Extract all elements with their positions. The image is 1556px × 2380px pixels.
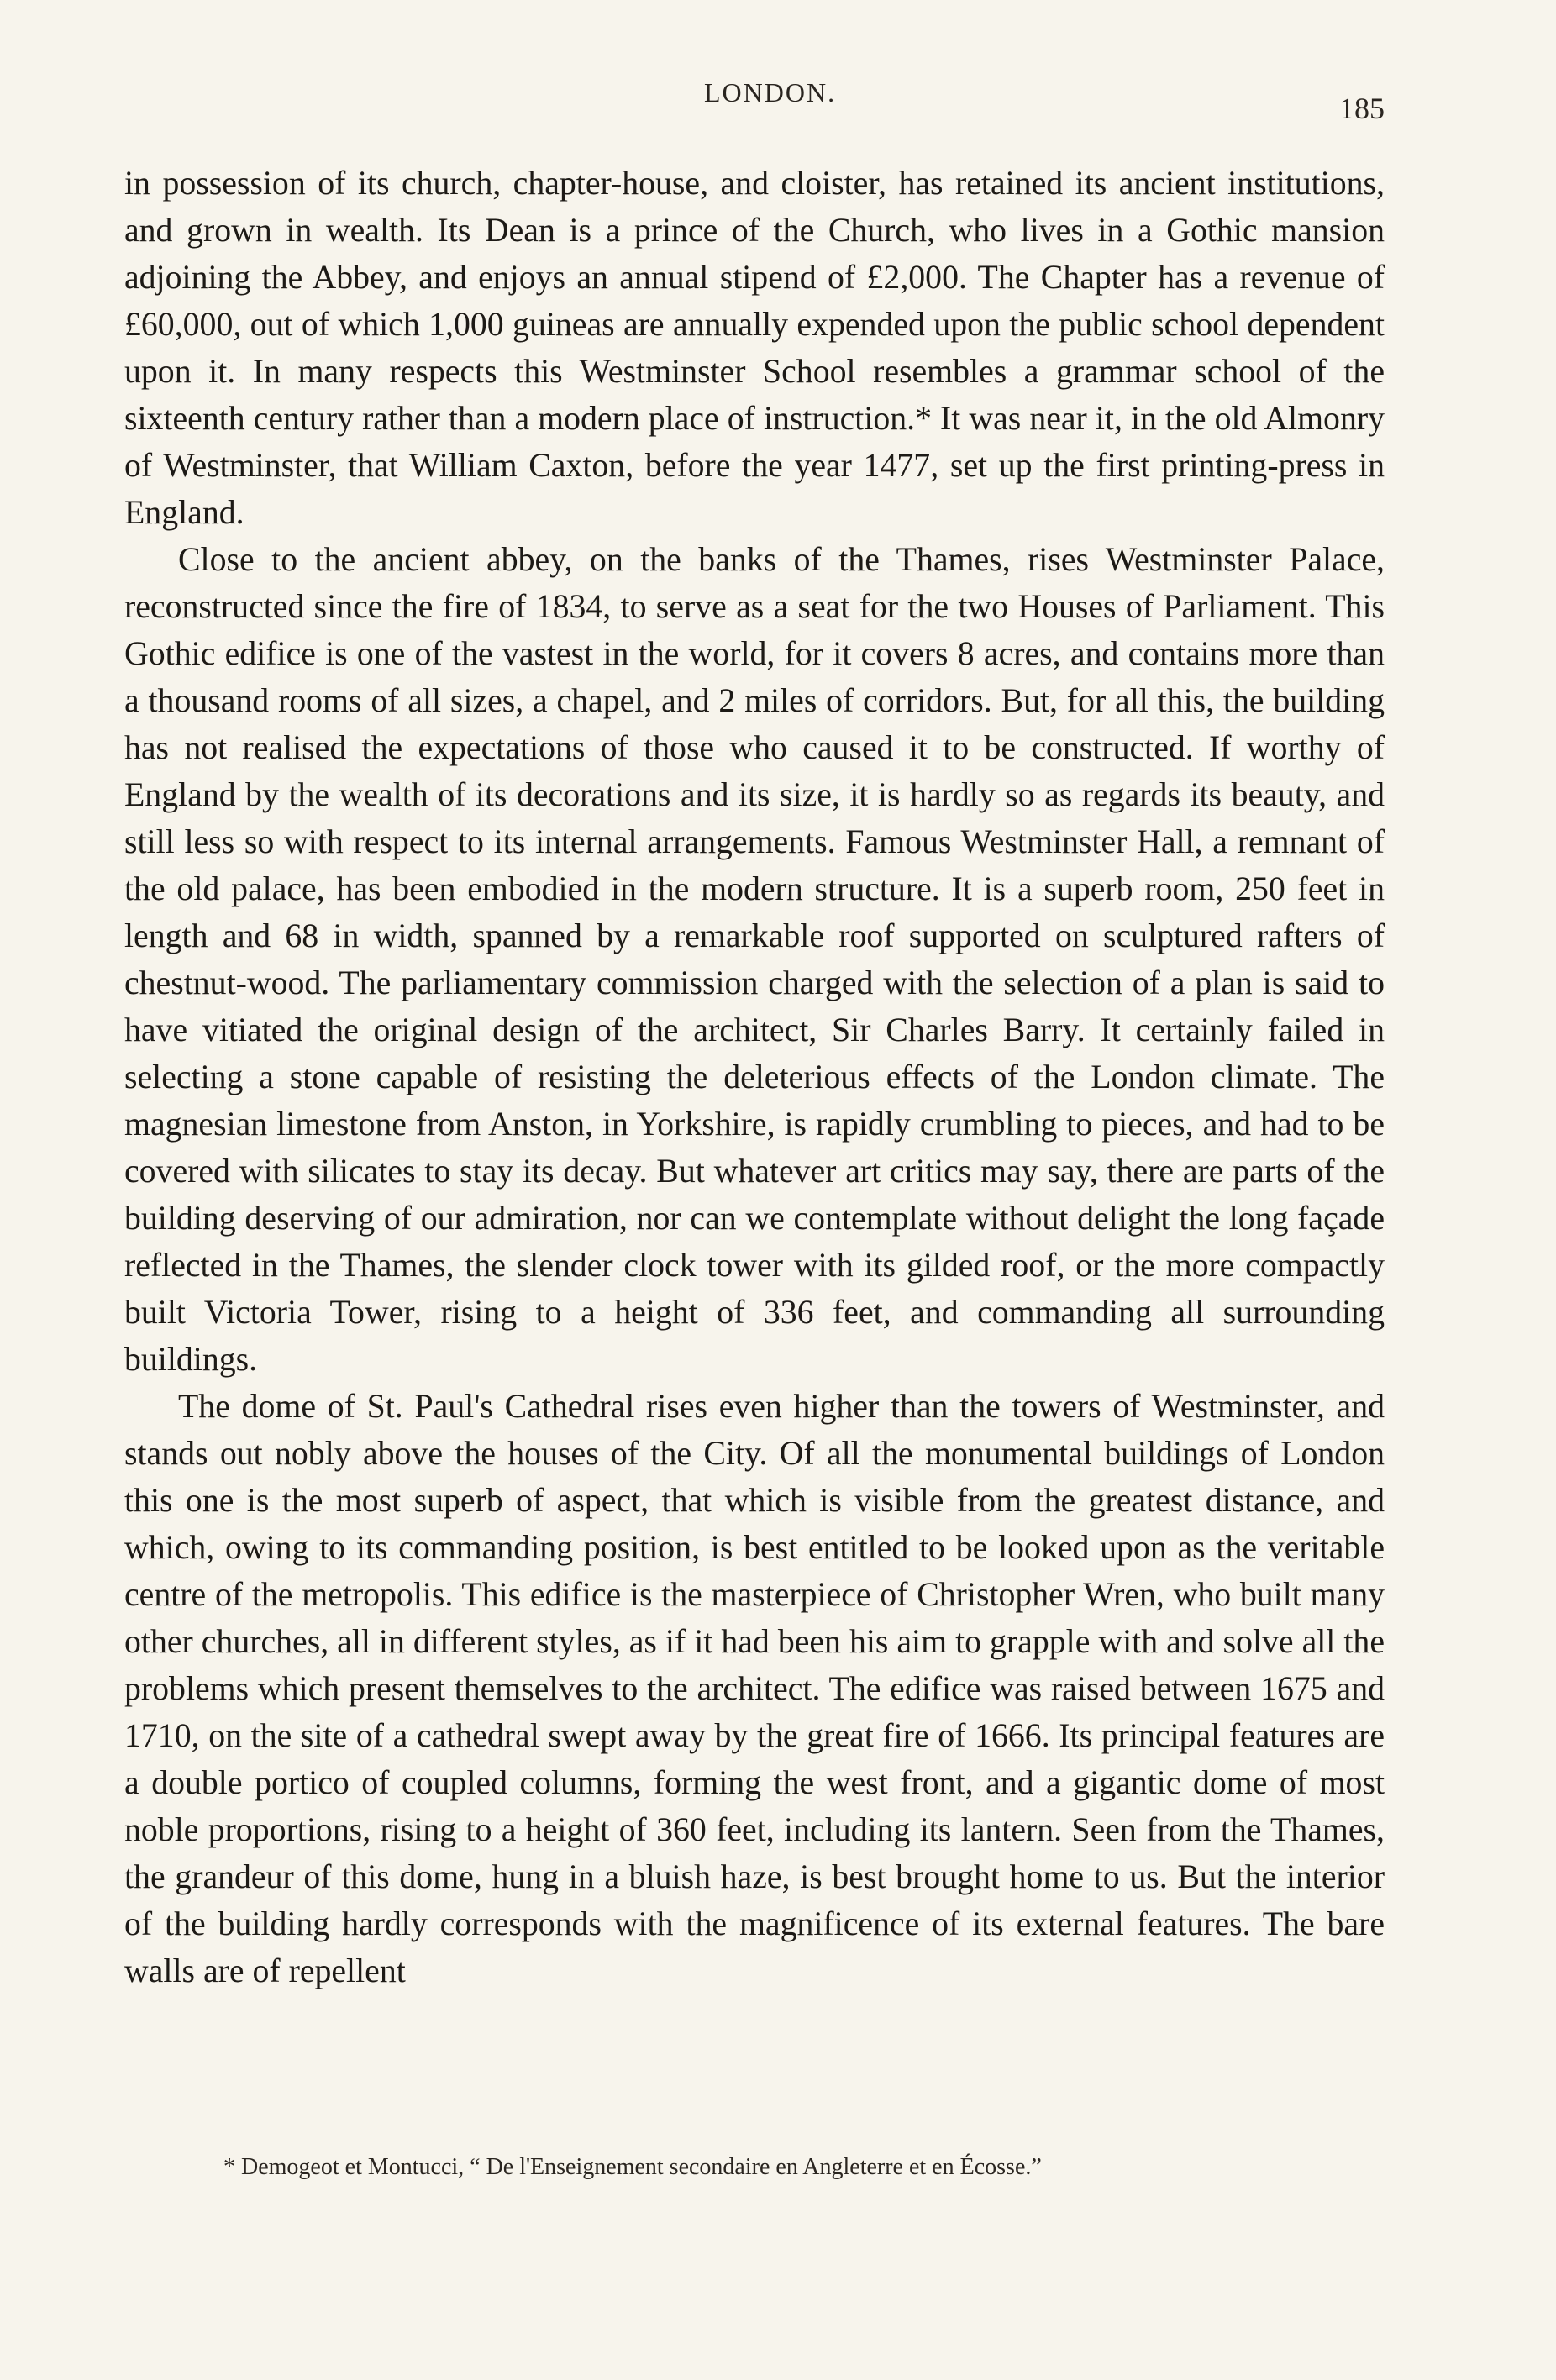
paragraph-westminster-palace: Close to the ancient abbey, on the banks of the Thames, rises Westminster Palace, reconstructed since the fire of 1834, to serve as a seat for the two Houses of Parliament. This Gothic edifice is one of the vastest in the world, for it covers 8 acres, and contains more than a thousand rooms of all sizes, a chapel, and 2 miles of corridors. But, for all this, the building has not realised the expectations of those who caused it to be constructed. If worthy of England by the wealth of its decorations and its size, it is hardly so as regards its beauty, and still less so with respect to its internal arrangements. Famous Westminster Hall, a remnant of the old palace, has been embodied in the modern structure. It is a superb room, 250 feet in length and 68 in width, spanned by a remarkable roof supported on sculptured rafters of chestnut-wood. The parliamentary commission charged with the selection of a plan is said to have vitiated the original design of the architect, Sir Charles Barry. It certainly failed in selecting a stone capable of resisting the deleterious effects of the London climate. The magnesian limestone from Anston, in Yorkshire, is rapidly crumbling to pieces, and had to be covered with silicates to stay its decay. But whatever art critics may say, there are parts of the building deserving of our admiration, nor can we contemplate without delight the long façade reflected in the Thames, the slender clock tower with its gilded roof, or the more compactly built Victoria Tower, rising to a height of 336 feet, and commanding all surrounding buildings.: [124, 541, 1385, 1378]
page-number: 185: [1339, 92, 1385, 125]
body-text: [124, 160, 1385, 1994]
paragraph-st-pauls: The dome of St. Paul's Cathedral rises even higher than the towers of Westminster, and stands out nobly above the houses of the City. Of all the monumental buildings of London this one is the most superb of aspect, that which is visible from the greatest distance, and which, owing to its commanding position, is best entitled to be looked upon as the veritable centre of the metropolis. This edifice is the masterpiece of Christopher Wren, who built many other churches, all in different styles, as if it had been his aim to grapple with and solve all the problems which present themselves to the architect. The edifice was raised between 1675 and 1710, on the site of a cathedral swept away by the great fire of 1666. Its principal features are a double portico of coupled columns, forming the west front, and a gigantic dome of most noble proportions, rising to a height of 360 feet, including its lantern. Seen from the Thames, the grandeur of this dome, hung in a bluish haze, is best brought home to us. But the interior of the building hardly corresponds with the magnificence of its external features. The bare walls are of repellent: [124, 1388, 1385, 1989]
footnote: * Demogeot et Montucci, “ De l'Enseignement secondaire en Angleterre et en Écosse.”: [223, 2154, 1042, 2180]
running-title: LONDON.: [704, 77, 837, 108]
paragraph-abbey-continued: in possession of its church, chapter-house, and cloister, has retained its ancient institutions, and grown in wealth. Its Dean is a prince of the Church, who lives in a Gothic mansion adjoining the Abbey, and enjoys an annual stipend of £2,000. The Chapter has a revenue of £60,000, out of which 1,000 guineas are annually expended upon the public school dependent upon it. In many respects this Westminster School resembles a grammar school of the sixteenth century rather than a modern place of instruction.* It was near it, in the old Almonry of Westminster, that William Caxton, before the year 1477, set up the first printing-press in England.: [124, 165, 1385, 531]
